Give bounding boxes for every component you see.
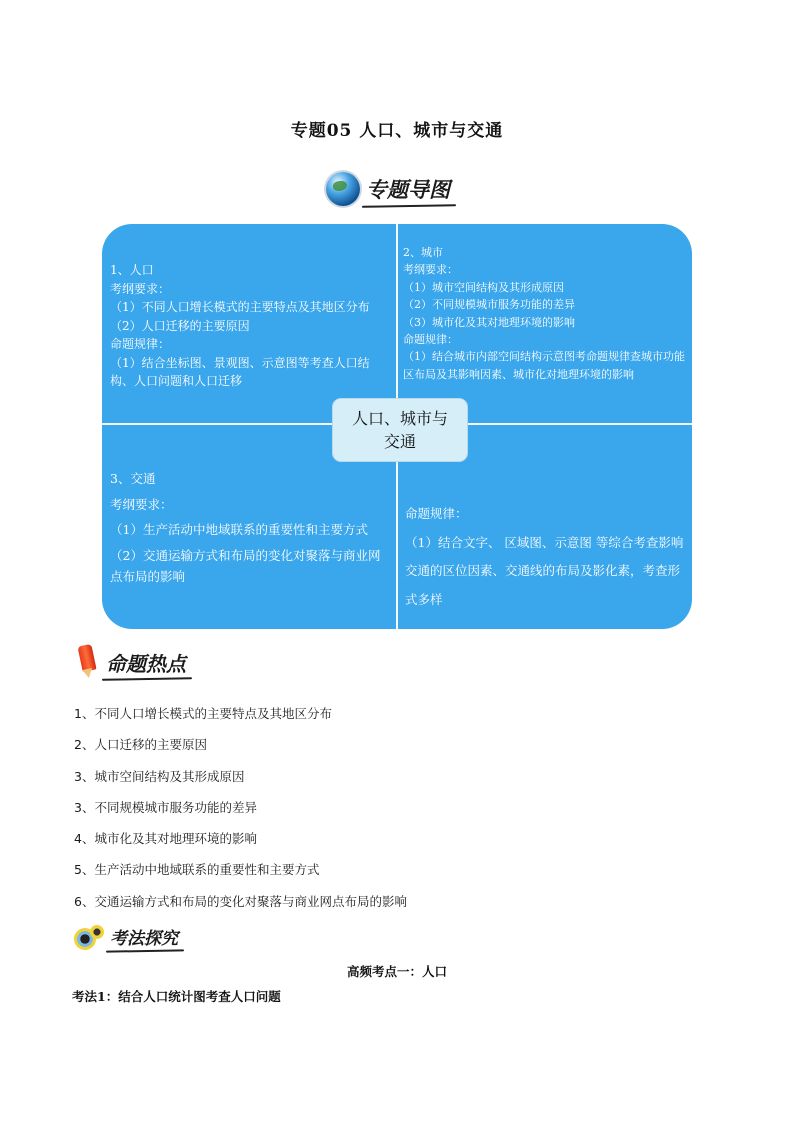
guide-banner (326, 172, 450, 206)
quadrant-line: 考纲要求： (110, 496, 173, 512)
method-title: 考法1：结合人口统计图考查人口问题 (72, 989, 281, 1004)
list-item: 6、交通运输方式和布局的变化对聚落与商业网点布局的影响 (74, 893, 407, 909)
quadrant-transport-rules (405, 500, 687, 614)
list-item: 2、人口迁移的主要原因 (74, 737, 207, 753)
section-title: 高频考点一：人口 (346, 964, 447, 979)
quadrant-line: （1）不同人口增长模式的主要特点及其地区分布 (110, 300, 370, 314)
quadrant-heading: 2、城市 (403, 246, 443, 259)
quadrant-line: 考纲要求： (110, 281, 171, 296)
quadrant-transport (110, 468, 392, 588)
quadrant-line: 命题规律： (403, 333, 458, 347)
list-item: 5、生产活动中地域联系的重要性和主要方式 (74, 862, 320, 878)
list-item: 1、不同人口增长模式的主要特点及其地区分布 (74, 706, 332, 721)
camera-icon (74, 925, 104, 949)
quadrant-city (403, 244, 688, 383)
quadrant-line: （1）结合城市内部空间结构示意图考命题规律查城市功能区布局及其影响因素、城市化对地理环境的影响 (403, 350, 685, 381)
quadrant-heading: 命题规律： (405, 506, 468, 521)
center-line: 交通 (383, 432, 416, 451)
quadrant-line: 考纲要求： (403, 263, 458, 277)
explore-banner (74, 924, 178, 949)
quadrant-line: 命题规律： (110, 337, 171, 351)
page-title: 专题05 人口、城市与交通 (290, 121, 504, 141)
list-item: 3、不同规模城市服务功能的差异 (74, 799, 257, 815)
guide-banner-text: 专题导图 (366, 174, 450, 204)
center-line: 人口、城市与 (351, 409, 448, 428)
pencil-icon (76, 645, 98, 679)
quadrant-line: （1）生产活动中地域联系的重要性和主要方式 (110, 522, 368, 537)
topic-diagram (102, 224, 692, 629)
list-item: 3、城市空间结构及其形成原因 (74, 768, 245, 784)
quadrant-heading: 1、人口 (110, 263, 154, 277)
quadrant-line: （3）城市化及其对地理环境的影响 (403, 315, 575, 329)
quadrant-line: （1）城市空间结构及其形成原因 (403, 280, 564, 294)
quadrant-population (110, 261, 392, 391)
quadrant-line: （1）结合坐标图、景观图、示意图等考查人口结构、人口问题和人口迁移 (110, 355, 370, 388)
hotspots-banner-text: 命题热点 (106, 648, 186, 677)
quadrant-line: （2）不同规模城市服务功能的差异 (403, 298, 575, 312)
hotspot-list (74, 704, 734, 923)
list-item: 4、城市化及其对地理环境的影响 (74, 831, 257, 847)
globe-icon (326, 172, 360, 206)
hotspots-banner (76, 645, 186, 679)
quadrant-heading: 3、交通 (110, 471, 156, 486)
diagram-center-box (333, 399, 467, 461)
quadrant-line: （1）结合文字、 区域图、示意图 等综合考查影响交通的区位因素、交通线的布局及影化素，考查形式多样 (405, 534, 684, 607)
explore-banner-text: 考法探究 (110, 924, 178, 949)
quadrant-line: （2）人口迁移的主要原因 (110, 318, 250, 333)
quadrant-line: （2）交通运输方式和布局的变化对聚落与商业网点布局的影响 (110, 547, 381, 584)
